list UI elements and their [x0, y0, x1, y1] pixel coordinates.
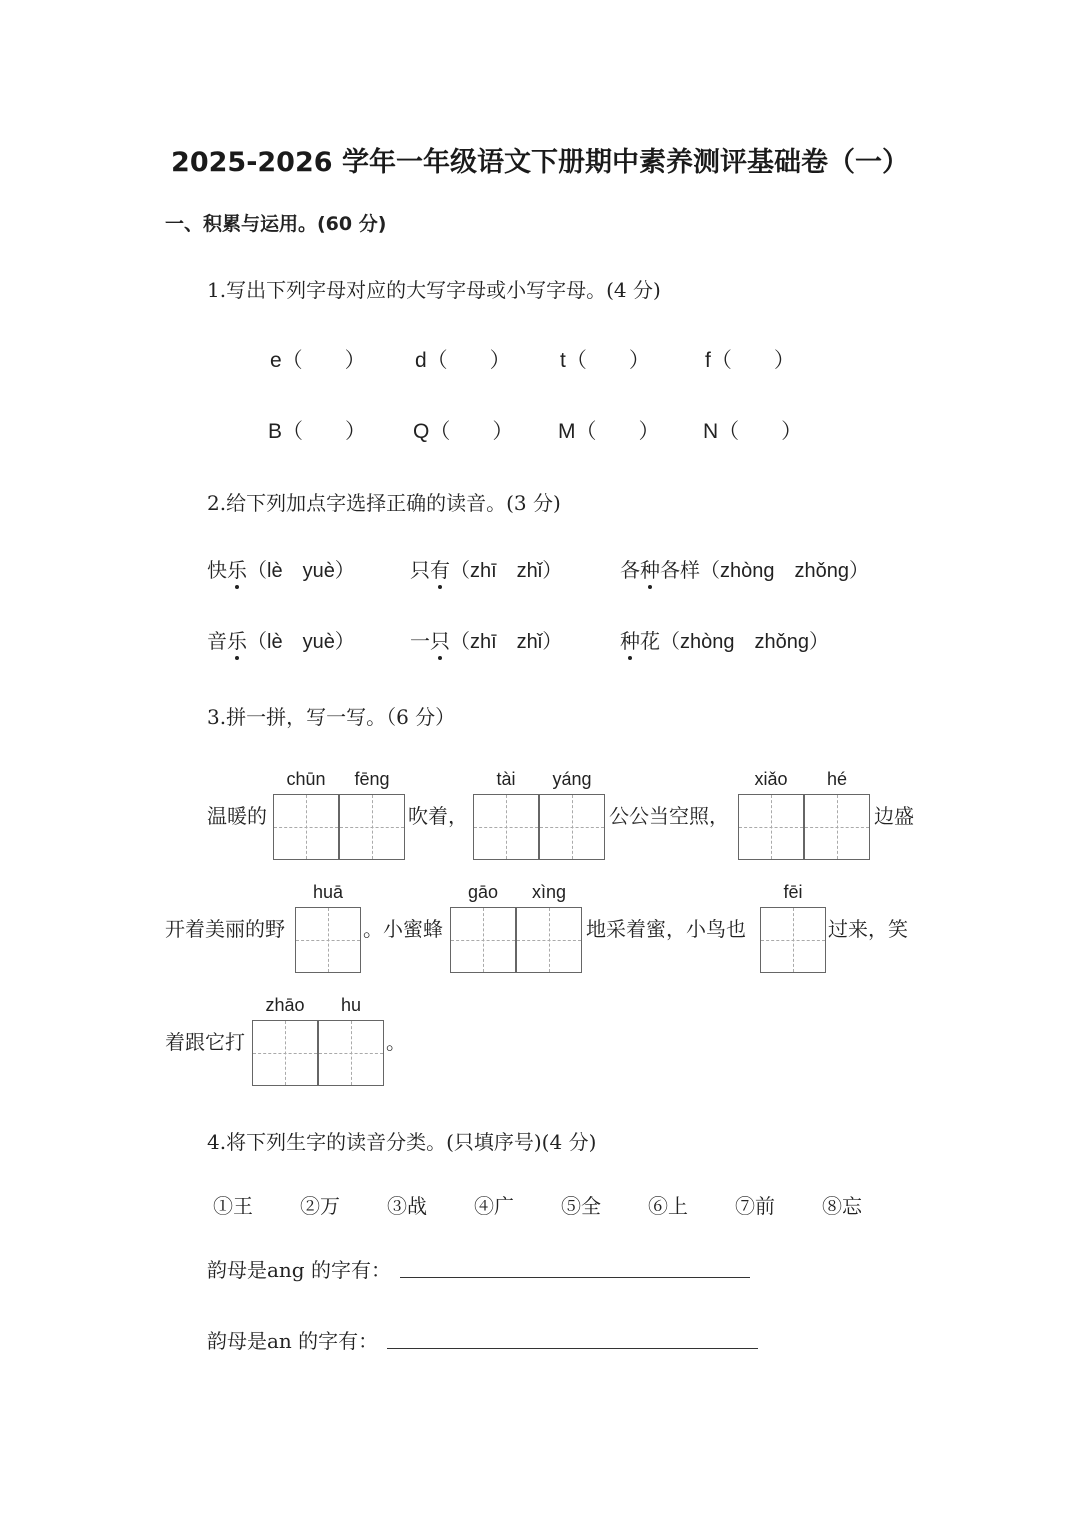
- q2-text: 一: [410, 629, 430, 653]
- q1-row-lowercase: [270, 344, 850, 374]
- q3-text: 。小蜜蜂: [363, 917, 443, 941]
- q4-option: ①王: [213, 1194, 253, 1218]
- q1-row-uppercase: [268, 415, 848, 445]
- pinyin-label: hu: [340, 995, 362, 1015]
- q2-item[interactable]: [410, 554, 562, 583]
- q1-item[interactable]: f（ ）: [705, 349, 795, 372]
- dotted-char: 乐: [227, 625, 247, 654]
- dotted-char: 只: [430, 625, 450, 654]
- question-4-stem: 4.将下列生字的读音分类。(只填序号)(4 分): [207, 1130, 597, 1154]
- question-2-stem: 2.给下列加点字选择正确的读音。(3 分): [207, 491, 561, 515]
- pinyin-label: zhāo: [265, 995, 305, 1015]
- q2-options: （lè yuè）: [247, 631, 355, 653]
- writing-box[interactable]: [539, 794, 605, 860]
- q1-item[interactable]: t（ ）: [560, 349, 650, 372]
- q4-option: ⑥上: [648, 1194, 688, 1218]
- q3-text: 开着美丽的野: [165, 917, 285, 941]
- pinyin-label: xiǎo: [754, 769, 788, 789]
- q3-text: 。: [386, 1030, 406, 1054]
- writing-box[interactable]: [760, 907, 826, 973]
- q4-option: ⑤全: [561, 1194, 601, 1218]
- writing-box[interactable]: [804, 794, 870, 860]
- q1-item[interactable]: B（ ）: [268, 420, 367, 443]
- q2-item[interactable]: [620, 625, 829, 654]
- q4-option: ⑦前: [735, 1194, 775, 1218]
- q3-text: 吹着，: [408, 804, 468, 828]
- writing-box[interactable]: [318, 1020, 384, 1086]
- writing-box[interactable]: [473, 794, 539, 860]
- dotted-char: 种: [620, 625, 640, 654]
- writing-box[interactable]: [339, 794, 405, 860]
- q2-text: 只: [410, 558, 430, 582]
- pinyin-label: fēng: [354, 769, 390, 789]
- dotted-char: 种: [640, 554, 660, 583]
- q4-option: ③战: [387, 1194, 427, 1218]
- pinyin-label: tài: [496, 769, 516, 789]
- q2-text: 快: [207, 558, 227, 582]
- q2-options: （zhī zhǐ）: [450, 631, 563, 653]
- q2-text: 各: [620, 558, 640, 582]
- q2-options: （zhī zhǐ）: [450, 560, 563, 582]
- q2-text: 音: [207, 629, 227, 653]
- page-title: 2025-2026 学年一年级语文下册期中素养测评基础卷（一）: [171, 147, 909, 178]
- answer-line-an[interactable]: [387, 1348, 758, 1349]
- dotted-char: 乐: [227, 554, 247, 583]
- q2-item[interactable]: [207, 554, 355, 583]
- q2-item[interactable]: [207, 625, 355, 654]
- q4-options: [213, 1190, 909, 1219]
- q2-item[interactable]: [410, 625, 562, 654]
- pinyin-label: gāo: [467, 882, 499, 902]
- writing-box[interactable]: [516, 907, 582, 973]
- pinyin-label: huā: [312, 882, 344, 902]
- q3-text: 边盛: [874, 804, 914, 828]
- q1-item[interactable]: d（ ）: [415, 349, 511, 372]
- q3-text: 着跟它打: [165, 1030, 245, 1054]
- q4-option: ④广: [474, 1194, 514, 1218]
- writing-box[interactable]: [738, 794, 804, 860]
- q4-option: ②万: [300, 1194, 340, 1218]
- writing-box[interactable]: [450, 907, 516, 973]
- q3-text: 过来，笑: [828, 917, 908, 941]
- pinyin-label: chūn: [286, 769, 326, 789]
- question-1-stem: 1.写出下列字母对应的大写字母或小写字母。(4 分): [207, 278, 661, 302]
- q3-text: 地采着蜜，小鸟也: [586, 917, 746, 941]
- pinyin-label: hé: [826, 769, 848, 789]
- q4-ang-label: 韵母是ang 的字有：: [207, 1258, 391, 1282]
- q1-item[interactable]: N（ ）: [703, 420, 803, 443]
- q2-options: 各样（zhòng zhǒng）: [660, 560, 869, 582]
- writing-box[interactable]: [252, 1020, 318, 1086]
- section-heading: 一、积累与运用。(60 分): [165, 213, 387, 235]
- q1-item[interactable]: e（ ）: [270, 349, 366, 372]
- writing-box[interactable]: [273, 794, 339, 860]
- question-3-stem: 3.拼一拼，写一写。（6 分）: [207, 705, 456, 729]
- pinyin-label: xìng: [531, 882, 567, 902]
- q3-text: 公公当空照，: [609, 804, 729, 828]
- q2-options: 花（zhòng zhǒng）: [640, 631, 829, 653]
- q1-item[interactable]: Q（ ）: [413, 420, 514, 443]
- q1-item[interactable]: M（ ）: [558, 420, 660, 443]
- pinyin-label: yáng: [552, 769, 592, 789]
- answer-line-ang[interactable]: [400, 1277, 750, 1278]
- q4-option: ⑧忘: [822, 1194, 862, 1218]
- q2-options: （lè yuè）: [247, 560, 355, 582]
- writing-box[interactable]: [295, 907, 361, 973]
- dotted-char: 有: [430, 554, 450, 583]
- q4-an-label: 韵母是an 的字有：: [207, 1329, 379, 1353]
- q3-text: 温暖的: [207, 804, 267, 828]
- q2-item[interactable]: [620, 554, 869, 583]
- pinyin-label: fēi: [783, 882, 803, 902]
